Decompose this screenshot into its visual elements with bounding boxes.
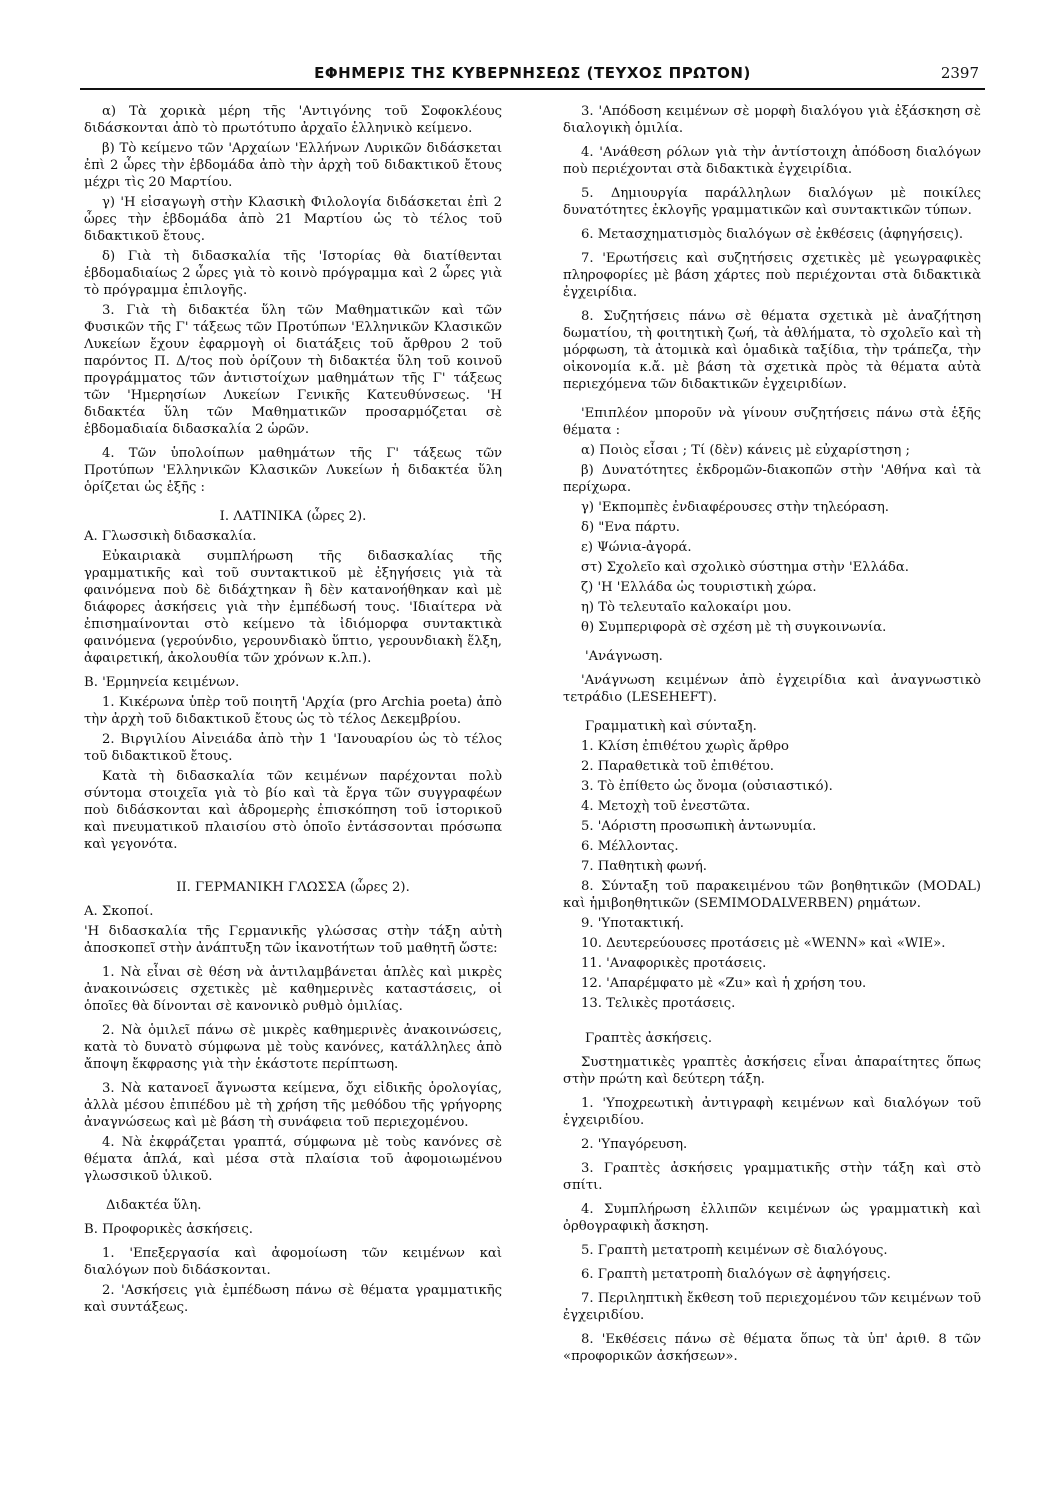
left-column xyxy=(84,103,502,1319)
list-item: η) Τὸ τελευταῖο καλοκαίρι μου. xyxy=(581,600,792,615)
paragraph: 3. 'Απόδοση κειμένων σὲ μορφὴ διαλόγου γιὰ ἐξάσκηση σὲ διαλογικὴ ὁμιλία. xyxy=(563,104,981,136)
list-item: 8. 'Εκθέσεις πάνω σὲ θέματα ὅπως τὰ ὑπ' ἀριθ. 8 τῶν «προφορικῶν ἀσκήσεων». xyxy=(563,1332,981,1364)
paragraph: 4. Νὰ ἐκφράζεται γραπτά, σύμφωνα μὲ τοὺς κανόνες σὲ θέματα ἁπλά, καὶ μέσα στὰ πλαίσια τοῦ ἀφομοιωμένου γλωσσικοῦ ὑλικοῦ. xyxy=(84,1135,502,1184)
list-item: 10. Δευτερεύουσες προτάσεις μὲ «WENN» καὶ «WIE». xyxy=(581,936,946,951)
paragraph: 'Επιπλέον μποροῦν νὰ γίνουν συζητήσεις πάνω στὰ ἑξῆς θέματα : xyxy=(563,406,981,438)
list-item: 4. Μετοχὴ τοῦ ἐνεστῶτα. xyxy=(581,799,751,814)
paragraph: 6. Μετασχηματισμὸς διαλόγων σὲ ἐκθέσεις (ἀφηγήσεις). xyxy=(581,227,964,242)
subsection-heading: Γραμματικὴ καὶ σύνταξη. xyxy=(585,719,757,734)
right-column xyxy=(563,103,981,1368)
list-item: 11. 'Αναφορικὲς προτάσεις. xyxy=(581,956,767,971)
page-number: 2397 xyxy=(940,64,979,82)
list-item: 3. Τὸ ἐπίθετο ὡς ὄνομα (οὐσιαστικό). xyxy=(581,779,833,794)
list-item: 12. 'Απαρέμφατο μὲ «Zu» καὶ ἡ χρήση του. xyxy=(581,976,867,991)
paragraph: α) Τὰ χορικὰ μέρη τῆς 'Αντιγόνης τοῦ Σοφοκλέους διδάσκονται ἀπὸ τὸ πρωτότυπο ἀρχαῖο ἑλληνικὸ κείμενο. xyxy=(84,104,502,136)
paragraph: γ) 'Η εἰσαγωγὴ στὴν Κλασικὴ Φιλολογία διδάσκεται ἐπὶ 2 ὧρες τὴν ἑβδομάδα ἀπὸ 21 Μαρτίου ὡς τὸ τέλος τοῦ διδακτικοῦ ἔτους. xyxy=(84,195,502,244)
subsection-heading: Α. Γλωσσικὴ διδασκαλία. xyxy=(84,529,257,544)
paragraph: δ) Γιὰ τὴ διδασκαλία τῆς 'Ιστορίας θὰ διατίθενται ἑβδομαδιαίως 2 ὧρες γιὰ τὸ κοινὸ πρόγραμμα καὶ 2 ὧρες γιὰ τὸ πρόγραμμα ἐπιλογῆς. xyxy=(84,249,502,298)
list-item: 1. Κλίση ἐπιθέτου χωρὶς ἄρθρο xyxy=(581,739,789,754)
paragraph: Συστηματικὲς γραπτὲς ἀσκήσεις εἶναι ἀπαραίτητες ὅπως στὴν πρώτη καὶ δεύτερη τάξη. xyxy=(563,1055,981,1087)
list-item: 9. 'Υποτακτική. xyxy=(581,916,684,931)
list-item: θ) Συμπεριφορὰ σὲ σχέση μὲ τὴ συγκοινωνία. xyxy=(581,620,887,635)
list-item: δ) "Ενα πάρτυ. xyxy=(581,520,680,535)
paragraph: 2. 'Ασκήσεις γιὰ ἐμπέδωση πάνω σὲ θέματα γραμματικῆς καὶ συντάξεως. xyxy=(84,1283,502,1315)
paragraph: 5. Δημιουργία παράλληλων διαλόγων μὲ ποικίλες δυνατότητες ἐκλογῆς γραμματικῶν καὶ συντακτικῶν τύπων. xyxy=(563,186,981,218)
list-item: ζ) 'Η 'Ελλάδα ὡς τουριστικὴ χώρα. xyxy=(581,580,817,595)
paragraph: 4. Τῶν ὑπολοίπων μαθημάτων τῆς Γ' τάξεως τῶν Προτύπων 'Ελληνικῶν Κλασικῶν Λυκείων ἡ διδακτέα ὕλη ὁρίζεται ὡς ἑξῆς : xyxy=(84,446,502,495)
paragraph: β) Τὸ κείμενο τῶν 'Αρχαίων 'Ελλήνων Λυρικῶν διδάσκεται ἐπὶ 2 ὧρες τὴν ἑβδομάδα ἀπὸ τὴν ἀρχὴ τοῦ διδακτικοῦ ἔτους μέχρι τὶς 20 Μαρτίου. xyxy=(84,141,502,190)
list-item: 5. Γραπτὴ μετατροπὴ κειμένων σὲ διαλόγους. xyxy=(581,1243,888,1258)
list-item: γ) 'Εκπομπὲς ἐνδιαφέρουσες στὴν τηλεόραση. xyxy=(581,500,889,515)
paragraph: Εὐκαιριακὰ συμπλήρωση τῆς διδασκαλίας τῆς γραμματικῆς καὶ τοῦ συντακτικοῦ μὲ ἐξηγήσεις γιὰ τὰ φαινόμενα ποὺ δὲ διδάχτηκαν ἢ δὲν κατανοήθηκαν καὶ μὲ διάφορες ἀσκήσεις γιὰ τὴν ἐμπέδωσή τους. 'Ιδιαίτερα νὰ ἐπισημαίνονται στὸ κείμενο τὰ ἰδιόμορφα συντακτικὰ φαινόμενα (γερούνδιο, γερουνδιακὸ ὕπτιο, γερουνδιακὴ ἕλξη, ἀφαιρετική, ἀκολουθία τῶν χρόνων κ.λπ.). xyxy=(84,549,502,666)
paragraph: 'Ανάγνωση κειμένων ἀπὸ ἐγχειρίδια καὶ ἀναγνωστικὸ τετράδιο (LESEHEFT). xyxy=(563,673,981,705)
paragraph: Κατὰ τὴ διδασκαλία τῶν κειμένων παρέχονται πολὺ σύντομα στοιχεῖα γιὰ τὸ βίο καὶ τὰ ἔργα τῶν συγγραφέων ποὺ διδάσκονται καὶ ἀδρομερὴς ἐπισκόπηση τοῦ ἱστορικοῦ καὶ πνευματικοῦ πλαισίου στὸ ὁποῖο ἐντάσσονται πρόσωπα καὶ γεγονότα. xyxy=(84,769,502,852)
paragraph: 1. Νὰ εἶναι σὲ θέση νὰ ἀντιλαμβάνεται ἁπλὲς καὶ μικρὲς ἀνακοινώσεις σχετικὲς μὲ καθημερινὲς καταστάσεις, οἱ ὁποῖες θὰ δίνονται σὲ κανονικὸ ρυθμὸ ὁμιλίας. xyxy=(84,965,502,1014)
list-item: 8. Σύνταξη τοῦ παρακειμένου τῶν βοηθητικῶν (MODAL) καὶ ἡμιβοηθητικῶν (SEMIMODALVERBEN) ρημάτων. xyxy=(563,879,981,911)
list-item: 4. Συμπλήρωση ἐλλιπῶν κειμένων ὡς γραμματικὴ καὶ ὀρθογραφικὴ ἄσκηση. xyxy=(563,1202,981,1234)
list-item: 13. Τελικὲς προτάσεις. xyxy=(581,996,736,1011)
list-item: ε) Ψώνια-ἀγορά. xyxy=(581,540,692,555)
paragraph: 2. Βιργιλίου Αἰνειάδα ἀπὸ τὴν 1 'Ιανουαρίου ὡς τὸ τέλος τοῦ διδακτικοῦ ἔτους. xyxy=(84,732,502,764)
paragraph: 3. Νὰ κατανοεῖ ἄγνωστα κείμενα, ὄχι εἰδικῆς ὁρολογίας, ἀλλὰ μέσου ἐπιπέδου μὲ τὴ χρήση τῆς μεθόδου τῆς γρήγορης ἀναγνώσεως καὶ μὲ βάση τὴ συνάφεια τοῦ περιεχομένου. xyxy=(84,1081,502,1130)
page-header xyxy=(80,60,985,90)
list-item: 6. Μέλλοντας. xyxy=(581,839,679,854)
subsection-heading: Α. Σκοποί. xyxy=(84,904,154,919)
list-item: 2. 'Υπαγόρευση. xyxy=(581,1137,688,1152)
list-item: 6. Γραπτὴ μετατροπὴ διαλόγων σὲ ἀφηγήσεις. xyxy=(581,1267,891,1282)
list-item: 1. 'Υποχρεωτικὴ ἀντιγραφὴ κειμένων καὶ διαλόγων τοῦ ἐγχειριδίου. xyxy=(563,1096,981,1128)
subsection-heading: Διδακτέα ὕλη. xyxy=(106,1198,202,1213)
subsection-heading: Β. 'Ερμηνεία κειμένων. xyxy=(84,675,240,690)
section-heading: ΙΙ. ΓΕΡΜΑΝΙΚΗ ΓΛΩΣΣΑ (ὧρες 2). xyxy=(176,880,410,895)
list-item: 2. Παραθετικὰ τοῦ ἐπιθέτου. xyxy=(581,759,774,774)
subsection-heading: Β. Προφορικὲς ἀσκήσεις. xyxy=(84,1222,253,1237)
paragraph: 4. 'Ανάθεση ρόλων γιὰ τὴν ἀντίστοιχη ἀπόδοση διαλόγων ποὺ περιέχονται στὰ διδακτικὰ ἐγχειρίδια. xyxy=(563,145,981,177)
paragraph: 2. Νὰ ὁμιλεῖ πάνω σὲ μικρὲς καθημερινὲς ἀνακοινώσεις, κατὰ τὸ δυνατὸ σύμφωνα μὲ τοὺς κανόνες, κατάλληλες ἀπὸ ἄποψη ἔκφρασης γιὰ τὴν ἑκάστοτε περίπτωση. xyxy=(84,1023,502,1072)
list-item: 7. Περιληπτικὴ ἔκθεση τοῦ περιεχομένου τῶν κειμένων τοῦ ἐγχειριδίου. xyxy=(563,1291,981,1323)
list-item: α) Ποιὸς εἶσαι ; Τί (δὲν) κάνεις μὲ εὐχαρίστηση ; xyxy=(581,443,910,458)
paragraph: 7. 'Ερωτήσεις καὶ συζητήσεις σχετικὲς μὲ γεωγραφικὲς πληροφορίες μὲ βάση χάρτες ποὺ περιέχονται στὰ διδακτικὰ ἐγχειρίδια. xyxy=(563,251,981,300)
paragraph: 3. Γιὰ τὴ διδακτέα ὕλη τῶν Μαθηματικῶν καὶ τῶν Φυσικῶν τῆς Γ' τάξεως τῶν Προτύπων 'Ελληνικῶν Κλασικῶν Λυκείων ἔχουν ἐφαρμογὴ οἱ διατάξεις τοῦ ἄρθρου 2 τοῦ παρόντος Π. Δ/τος ποὺ ὁρίζουν τὴ διδακτέα ὕλη τοῦ κοινοῦ προγράμματος τῶν ἀντιστοίχων μαθημάτων τῆς Γ' τάξεως τῶν 'Ημερησίων Λυκείων Γενικῆς Κατευθύνσεως. 'Η διδακτέα ὕλη τῶν Μαθηματικῶν προσαρμόζεται σὲ ἑβδομαδιαία διδασκαλία 2 ὡρῶν. xyxy=(84,303,502,437)
subsection-heading: Γραπτὲς ἀσκήσεις. xyxy=(585,1031,713,1046)
list-item: 3. Γραπτὲς ἀσκήσεις γραμματικῆς στὴν τάξη καὶ στὸ σπίτι. xyxy=(563,1161,981,1193)
paragraph: 'Η διδασκαλία τῆς Γερμανικῆς γλώσσας στὴν τάξη αὐτὴ ἀποσκοπεῖ στὴν ἀνάπτυξη τῶν ἱκανοτήτων τοῦ μαθητῆ ὥστε: xyxy=(84,924,502,956)
list-item: 7. Παθητικὴ φωνή. xyxy=(581,859,707,874)
subsection-heading: 'Ανάγνωση. xyxy=(585,649,663,664)
paragraph: 1. Κικέρωνα ὑπὲρ τοῦ ποιητῆ 'Αρχία (pro Archia poeta) ἀπὸ τὴν ἀρχὴ τοῦ διδακτικοῦ ἔτους ὡς τὸ τέλος Δεκεμβρίου. xyxy=(84,695,502,727)
section-heading: Ι. ΛΑΤΙΝΙΚΑ (ὧρες 2). xyxy=(219,509,367,524)
paragraph: 1. 'Επεξεργασία καὶ ἀφομοίωση τῶν κειμένων καὶ διαλόγων ποὺ διδάσκονται. xyxy=(84,1246,502,1278)
header-title: ΕΦΗΜΕΡΙΣ ΤΗΣ ΚΥΒΕΡΝΗΣΕΩΣ (ΤΕΥΧΟΣ ΠΡΩΤΟΝ) xyxy=(314,64,751,82)
paragraph: 8. Συζητήσεις πάνω σὲ θέματα σχετικὰ μὲ ἀναζήτηση δωματίου, τὴ φοιτητικὴ ζωή, τὰ ἀθλήματα, τὸ σχολεῖο καὶ τὴ μόρφωση, τὰ ἀτομικὰ καὶ ὁμαδικὰ ταξίδια, τὴν τράπεζα, τὴν οἰκονομία κ.ἄ. μὲ βάση τὰ σχετικὰ πρὸς τὰ θέματα αὐτὰ περιεχόμενα τῶν διδακτικῶν ἐγχειριδίων. xyxy=(563,309,981,392)
list-item: στ) Σχολεῖο καὶ σχολικὸ σύστημα στὴν 'Ελλάδα. xyxy=(581,560,909,575)
list-item: 5. 'Αόριστη προσωπικὴ ἀντωνυμία. xyxy=(581,819,817,834)
list-item: β) Δυνατότητες ἐκδρομῶν-διακοπῶν στὴν 'Αθήνα καὶ τὰ περίχωρα. xyxy=(563,463,981,495)
